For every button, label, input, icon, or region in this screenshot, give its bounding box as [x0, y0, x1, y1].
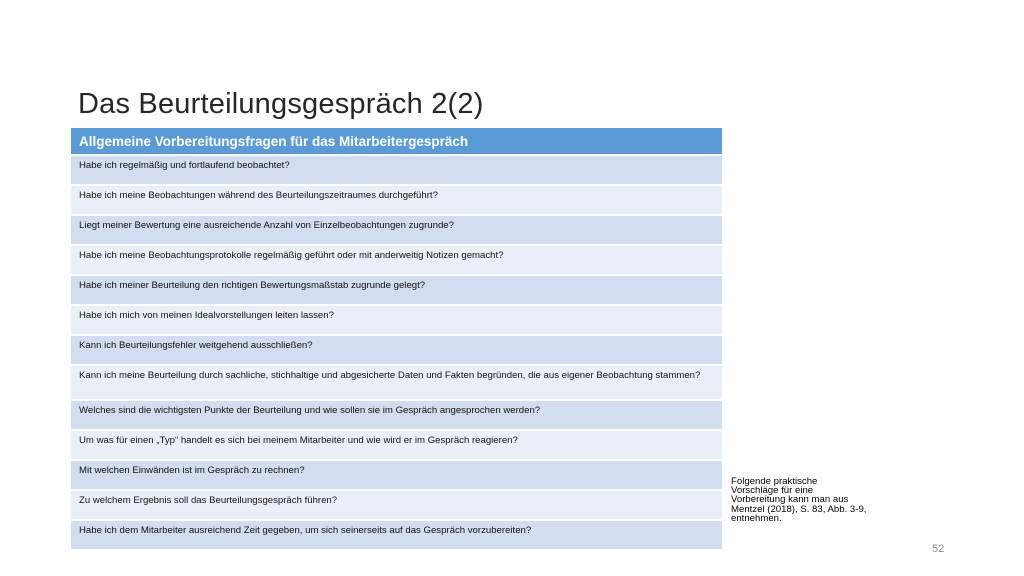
source-note-line: Vorbereitung kann man aus	[731, 494, 849, 506]
source-note	[731, 477, 876, 523]
question-cell: Kann ich meine Beurteilung durch sachliche, stichhaltige und abgesicherte Daten und Fakten begründen, die aus eigener Beobachtung stammen?	[71, 365, 722, 400]
question-cell: Kann ich Beurteilungsfehler weitgehend ausschließen?	[71, 335, 722, 365]
slide-title: Das Beurteilungsgespräch 2(2)	[78, 88, 484, 120]
question-cell: Habe ich meine Beobachtungsprotokolle regelmäßig geführt oder mit anderweitig Notizen gemacht?	[71, 245, 722, 275]
page-number: 52	[932, 543, 945, 555]
question-cell: Mit welchen Einwänden ist im Gespräch zu rechnen?	[71, 460, 722, 490]
source-note-line: Vorschläge für eine	[731, 485, 814, 497]
source-note-line: Folgende praktische	[731, 476, 818, 487]
table-row	[71, 365, 722, 400]
table-row	[71, 215, 722, 245]
table-row	[71, 400, 722, 430]
question-cell: Habe ich meine Beobachtungen während des Beurteilungszeitraumes durchgeführt?	[71, 185, 722, 215]
table-row	[71, 245, 722, 275]
table-row	[71, 155, 722, 185]
question-cell: Liegt meiner Bewertung eine ausreichende Anzahl von Einzelbeobachtungen zugrunde?	[71, 215, 722, 245]
table-row	[71, 275, 722, 305]
question-cell: Zu welchem Ergebnis soll das Beurteilungsgespräch führen?	[71, 490, 722, 520]
table-header: Allgemeine Vorbereitungsfragen für das Mitarbeitergespräch	[71, 128, 722, 155]
table-row	[71, 460, 722, 490]
source-note-line: Mentzel (2018), S. 83, Abb. 3-9,	[731, 503, 867, 515]
question-cell: Um was für einen „Typ“ handelt es sich bei meinem Mitarbeiter und wie wird er im Gespräch reagieren?	[71, 430, 722, 460]
table-row	[71, 305, 722, 335]
question-cell: Welches sind die wichtigsten Punkte der Beurteilung und wie sollen sie im Gespräch angesprochen werden?	[71, 400, 722, 430]
table-header-row	[71, 128, 722, 155]
table-row	[71, 430, 722, 460]
table-row	[71, 490, 722, 520]
table-row	[71, 335, 722, 365]
question-cell: Habe ich mich von meinen Idealvorstellungen leiten lassen?	[71, 305, 722, 335]
question-cell: Habe ich meiner Beurteilung den richtigen Bewertungsmaßstab zugrunde gelegt?	[71, 275, 722, 305]
question-cell: Habe ich regelmäßig und fortlaufend beobachtet?	[71, 155, 722, 185]
table-row	[71, 520, 722, 550]
questions-table	[71, 128, 722, 551]
source-note-line: entnehmen.	[731, 512, 782, 524]
question-cell: Habe ich dem Mitarbeiter ausreichend Zeit gegeben, um sich seinerseits auf das Gespräch vorzubereiten?	[71, 520, 722, 550]
table-row	[71, 185, 722, 215]
